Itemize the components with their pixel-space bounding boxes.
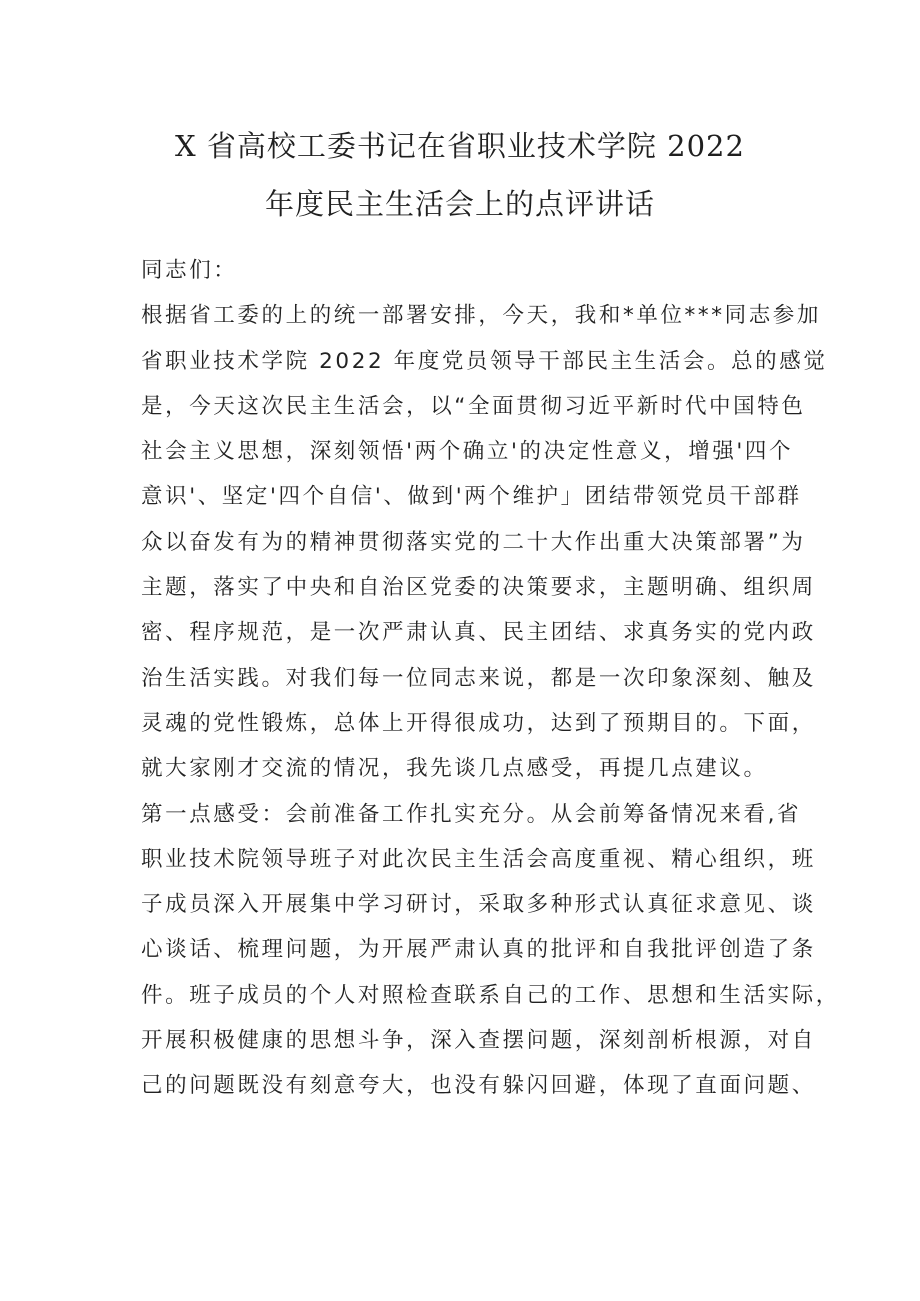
paragraph-line: 灵魂的党性锻炼，总体上开得很成功，达到了预期目的。下面， bbox=[141, 710, 816, 736]
paragraph-line: 开展积极健康的思想斗争，深入查摆问题，深刻剖析根源，对自 bbox=[141, 1028, 816, 1054]
paragraph-line: 社会主义思想，深刻领悟'两个确立'的决定性意义，增强'四个 bbox=[141, 439, 794, 465]
paragraph-line: 心谈话、梳理问题，为开展严肃认真的批评和自我批评创造了条 bbox=[141, 937, 816, 963]
paragraph-line: 就大家刚才交流的情况，我先谈几点感受，再提几点建议。 bbox=[141, 756, 768, 782]
paragraph-line: 己的问题既没有刻意夸大，也没有躲闪回避，体现了直面问题、 bbox=[141, 1073, 816, 1099]
title-line-2: 年度民主生活会上的点评讲话 bbox=[264, 187, 655, 221]
title-line-1: X 省高校工委书记在省职业技术学院 2022 bbox=[175, 129, 745, 163]
paragraph-line: 件。班子成员的个人对照检查联系自己的工作、思想和生活实际， bbox=[141, 982, 840, 1008]
body-text bbox=[141, 248, 840, 1109]
paragraph-line: 治生活实践。对我们每一位同志来说，都是一次印象深刻、触及 bbox=[141, 665, 816, 691]
paragraph-line: 密、程序规范，是一次严肃认真、民主团结、求真务实的党内政 bbox=[141, 620, 816, 646]
paragraph-line: 是，今天这次民主生活会，以“全面贯彻习近平新时代中国特色 bbox=[141, 393, 806, 419]
paragraph-line: 众以奋发有为的精神贯彻落实党的二十大作出重大决策部署”为 bbox=[141, 529, 806, 555]
paragraph-line: 主题，落实了中央和自治区党委的决策要求，主题明确、组织周 bbox=[141, 575, 816, 601]
paragraph-line: 省职业技术学院 2022 年度党员领导干部民主生活会。总的感觉 bbox=[141, 348, 828, 374]
paragraph-line: 子成员深入开展集中学习研讨，采取多种形式认真征求意见、谈 bbox=[141, 892, 816, 918]
paragraph-line: 第一点感受：会前准备工作扎实充分。从会前筹备情况来看,省 bbox=[141, 801, 802, 827]
paragraph-line: 职业技术院领导班子对此次民主生活会高度重视、精心组织，班 bbox=[141, 846, 816, 872]
paragraph-line: 根据省工委的上的统一部署安排，今天，我和*单位***同志参加 bbox=[141, 303, 822, 329]
salutation-line: 同志们： bbox=[141, 258, 238, 283]
paragraph-line: 意识'、坚定'四个自信'、做到'两个维护」团结带领党员干部群 bbox=[141, 484, 802, 510]
